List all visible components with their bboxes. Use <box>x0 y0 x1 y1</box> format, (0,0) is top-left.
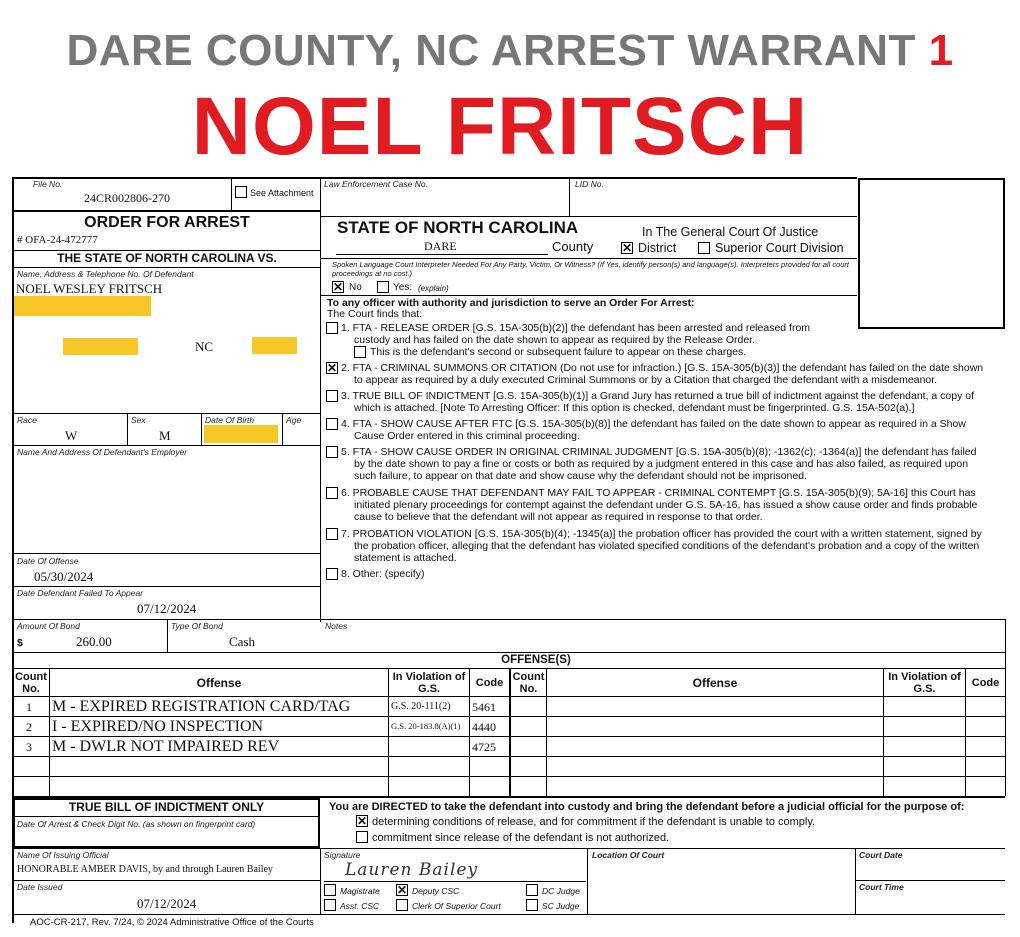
true-bill-title: TRUE BILL OF INDICTMENT ONLY <box>68 800 265 814</box>
finding-7-line1: 7. PROBATION VIOLATION [G.S. 15A-305(b)(4); -1345(a)] the probation officer has provided the court with a written statement, signed by <box>341 528 982 540</box>
interpreter-yes-checkbox[interactable] <box>377 281 389 293</box>
finding-6-checkbox[interactable] <box>326 487 338 499</box>
finding-3-checkbox[interactable] <box>326 390 338 402</box>
col-violation-left: In Violation of G.S. <box>392 671 466 695</box>
see-attachment-checkbox[interactable] <box>235 186 247 198</box>
district-checkbox[interactable]: ✕ <box>622 241 633 255</box>
finding-5-line2: by the date shown to pay a fine or costs or both as required by a judgment entered in this case and has also failed, as required upon <box>354 458 969 470</box>
directed-text: You are DIRECTED to take the defendant into custody and bring the defendant before a judicial official for the purpose of: <box>329 801 965 813</box>
failed-date-label: Date Defendant Failed To Appear <box>17 588 144 598</box>
sex-value: M <box>159 428 171 443</box>
issuing-official: HONORABLE AMBER DAVIS, by and through Lauren Bailey <box>17 864 273 875</box>
finding-1-checkbox[interactable] <box>326 322 338 334</box>
offense-date-label: Date Of Offense <box>17 556 79 566</box>
finding-8-line1: 8. Other: (specify) <box>341 568 425 580</box>
redacted-city <box>63 338 138 355</box>
redacted-dob <box>204 425 278 443</box>
asst-csc-checkbox[interactable] <box>324 899 336 911</box>
col-count-right: Count No. <box>512 671 545 695</box>
signature-label: Signature <box>324 850 361 860</box>
court-finds: The Court finds that: <box>327 308 423 320</box>
interpreter-no-checkbox[interactable]: ✕ <box>333 280 344 294</box>
finding-8-checkbox[interactable] <box>326 568 338 580</box>
purpose-1-checkbox[interactable]: ✕ <box>357 814 368 828</box>
finding-1-sub: This is the defendant's second or subsequent failure to appear on these charges. <box>370 346 747 358</box>
county-value: DARE <box>424 239 457 253</box>
lid-label: LID No. <box>575 179 604 189</box>
ofa-number: # OFA-24-472777 <box>17 234 98 246</box>
defendant-headline: NOEL FRITSCH <box>191 81 809 172</box>
purpose-1: determining conditions of release, and for commitment if the defendant is unable to comply. <box>372 816 816 828</box>
finding-2-checkbox[interactable]: ✕ <box>327 361 338 375</box>
date-issued: 07/12/2024 <box>137 896 197 911</box>
state-title: STATE OF NORTH CAROLINA <box>337 218 579 237</box>
court-time-label: Court Time <box>859 882 904 892</box>
see-attachment-label: See Attachment <box>250 188 314 198</box>
photo-box <box>858 178 1005 329</box>
finding-1-line1: 1. FTA - RELEASE ORDER [G.S. 15A-305(b)(2)] the defendant has been arrested and released from <box>341 322 811 334</box>
finding-5-checkbox[interactable] <box>326 446 338 458</box>
form-footer: AOC-CR-217, Rev. 7/24, © 2024 Administrative Office of the Courts <box>30 917 314 928</box>
asst-csc-label: Asst. CSC <box>340 901 380 911</box>
bond-amount: 260.00 <box>76 634 112 649</box>
order-title: ORDER FOR ARREST <box>84 214 250 231</box>
location-label: Location Of Court <box>592 850 665 860</box>
bond-currency: $ <box>17 637 23 649</box>
sex-label: Sex <box>131 415 146 425</box>
file-number: 24CR002806-270 <box>84 191 171 205</box>
county-label: County <box>552 239 594 254</box>
defendant-label: Name, Address & Telephone No. Of Defendant <box>17 269 194 279</box>
file-no-label: File No. <box>33 179 63 189</box>
magistrate-label: Magistrate <box>340 886 380 896</box>
finding-4-checkbox[interactable] <box>326 418 338 430</box>
bond-type: Cash <box>229 634 255 649</box>
sc-judge-checkbox[interactable] <box>526 899 538 911</box>
race-label: Race <box>17 415 37 425</box>
age-label: Age <box>286 415 302 425</box>
failed-date: 07/12/2024 <box>137 601 197 616</box>
col-offense-left: Offense <box>196 676 242 690</box>
finding-1-sub-checkbox[interactable] <box>354 346 366 358</box>
offense-2: I - EXPIRED/NO INSPECTION <box>52 718 264 735</box>
bond-label: Amount Of Bond <box>17 621 80 631</box>
sc-judge-label: SC Judge <box>542 901 580 911</box>
offenses-title: OFFENSE(S) <box>501 654 571 666</box>
clerk-superior-label: Clerk Of Superior Court <box>412 901 501 911</box>
to-officer: To any officer with authority and jurisdiction to serve an Order For Arrest: <box>327 297 695 309</box>
superior-label: Superior Court Division <box>715 241 844 255</box>
col-code-left: Code <box>475 677 504 689</box>
deputy-csc-checkbox[interactable]: ✕ <box>397 883 408 897</box>
deputy-csc-label: Deputy CSC <box>412 886 460 896</box>
col-count-left: Count No. <box>15 671 47 695</box>
employer-label: Name And Address Of Defendant's Employer <box>17 447 188 457</box>
finding-4-line2: Cause Order entered in this criminal proceeding. <box>354 430 580 442</box>
interpreter-yes-label: Yes: <box>393 282 413 293</box>
col-violation-right: In Violation of G.S. <box>888 671 961 695</box>
col-offense-right: Offense <box>692 676 738 690</box>
warrant-number: 1 <box>928 26 954 75</box>
notes-label: Notes <box>325 621 348 631</box>
magistrate-checkbox[interactable] <box>324 884 336 896</box>
le-case-label: Law Enforcement Case No. <box>324 179 428 189</box>
purpose-2-checkbox[interactable] <box>356 831 368 843</box>
dc-judge-checkbox[interactable] <box>526 884 538 896</box>
redacted-zip <box>252 337 297 354</box>
interpreter-no-label: No <box>349 282 362 293</box>
defendant-state: NC <box>195 339 214 354</box>
finding-7-checkbox[interactable] <box>326 528 338 540</box>
superior-checkbox[interactable] <box>698 242 710 254</box>
arrest-date-label: Date Of Arrest & Check Digit No. (as shown on fingerprint card) <box>17 819 256 829</box>
warrant-title: DARE COUNTY, NC ARREST WARRANT 1 <box>66 26 954 75</box>
defendant-name: NOEL WESLEY FRITSCH <box>16 281 163 296</box>
court-of-justice: In The General Court Of Justice <box>642 225 819 239</box>
offense-3: M - DWLR NOT IMPAIRED REV <box>52 738 280 755</box>
finding-2-line1: 2. FTA - CRIMINAL SUMMONS OR CITATION (Do not use for infraction.) [G.S. 15A-305(b)(3)] the defendant has failed on the date shown <box>341 362 984 374</box>
finding-5-line1: 5. FTA - SHOW CAUSE ORDER IN ORIGINAL CRIMINAL JUDGMENT [G.S. 15A-305(b)(8); -1362(c); -1364(a)] the defendant has failed <box>341 446 977 458</box>
finding-7-line2: the probation officer, alleging that the defendant has violated specified conditions of the defendant's probation and a copy of the written <box>354 540 980 552</box>
finding-3-line1: 3. TRUE BILL OF INDICTMENT [G.S. 15A-305(b)(1)] a Grand Jury has returned a true bill of indictment against the defendant, a copy of <box>341 390 975 402</box>
dob-label: Date Of Birth <box>205 415 255 425</box>
finding-4-line1: 4. FTA - SHOW CAUSE AFTER FTC [G.S. 15A-305(b)(8)] the defendant has failed on the date shown to appear as required in a Show <box>341 418 966 430</box>
finding-3-line2: which is attached. [Note To Arresting Officer: If this option is checked, defendant must be fingerprinted. G.S. 15A-502(a).] <box>354 402 915 414</box>
interpreter-yes-explain: (explain) <box>418 284 449 293</box>
finding-6-line1: 6. PROBABLE CAUSE THAT DEFENDANT MAY FAIL TO APPEAR - CRIMINAL CONTEMPT [G.S. 15A-305(b)(9); 5A-16] this Court has <box>341 487 976 499</box>
clerk-superior-checkbox[interactable] <box>396 899 408 911</box>
interpreter-question: Spoken Language Court Interpreter Needed For Any Party, Victim, Or Witness? (If Yes, identify person(s) and language(s). Interpreters provided for all court proceedings at no cost.) <box>332 260 849 278</box>
signature-image: Lauren Bailey <box>345 860 479 880</box>
date-issued-label: Date Issued <box>17 882 63 892</box>
race-value: W <box>65 428 78 443</box>
finding-6-line2: initiated plenary proceedings for contempt against the defendant under G.S. 5A-16, has issued a show cause order and finds probable <box>354 499 978 511</box>
district-label: District <box>638 241 677 255</box>
court-date-label: Court Date <box>859 850 903 860</box>
offense-date: 05/30/2024 <box>34 569 94 584</box>
finding-7-line3: statement is attached. <box>354 552 457 564</box>
col-code-right: Code <box>971 677 1000 689</box>
issuing-label: Name Of Issuing Official <box>17 850 109 860</box>
finding-6-line3: cause to believe that the defendant will not appear as required in response to that order. <box>354 511 763 523</box>
finding-1-line2: custody and has failed on the date shown to appear as required by the Release Order. <box>354 334 756 346</box>
offense-1: M - EXPIRED REGISTRATION CARD/TAG <box>52 698 351 715</box>
finding-2-line2: to appear as required by a duly executed Criminal Summons or by a Citation that charged the defendant with a misdemeanor. <box>354 374 938 386</box>
bond-type-label: Type Of Bond <box>171 621 223 631</box>
redacted-address <box>14 296 151 316</box>
purpose-2: commitment since release of the defendant is not authorized. <box>372 832 670 844</box>
dc-judge-label: DC Judge <box>542 886 580 896</box>
finding-5-line3: such failure, to appear on that date and show cause why the defendant should not be imprisoned. <box>354 470 807 482</box>
state-vs: THE STATE OF NORTH CAROLINA VS. <box>57 251 277 265</box>
